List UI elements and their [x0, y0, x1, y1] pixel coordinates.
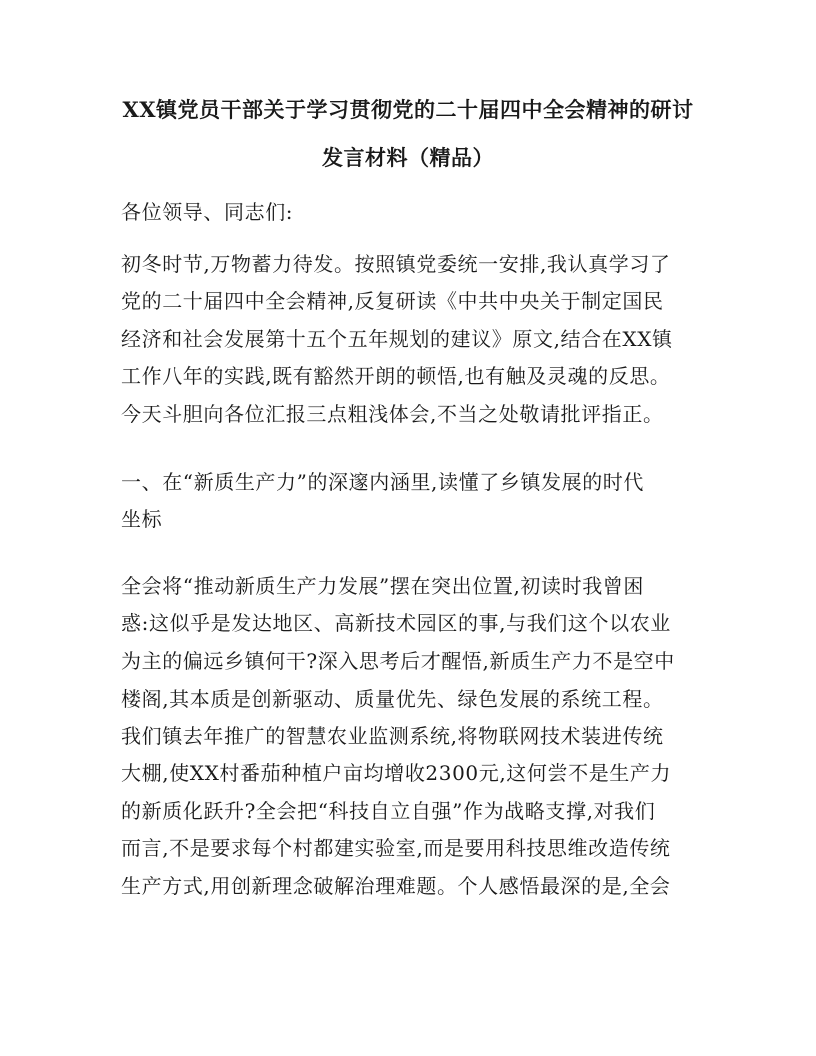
intro-line: 工作八年的实践,既有豁然开朗的顿悟,也有触及灵魂的反思。: [121, 364, 671, 388]
intro-line: 经济和社会发展第十五个五年规划的建议》原文,结合在XX镇: [121, 327, 673, 351]
body-line: 的新质化跃升?全会把“科技自立自强”作为战略支撑,对我们: [121, 799, 656, 823]
body-line: 楼阁,其本质是创新驱动、质量优先、绿色发展的系统工程。: [121, 687, 664, 711]
body-line: 生产方式,用创新理念破解治理难题。个人感悟最深的是,全会: [121, 874, 671, 898]
document-title-line-1: XX镇党员干部关于学习贯彻党的二十届四中全会精神的研讨: [122, 97, 694, 122]
intro-line: 初冬时节,万物蓄力待发。按照镇党委统一安排,我认真学习了: [121, 252, 671, 276]
intro-line: 党的二十届四中全会精神,反复研读《中共中央关于制定国民: [121, 289, 664, 313]
section-heading-line: 坐标: [121, 507, 163, 531]
section-heading-line: 一、在“新质生产力”的深邃内涵里,读懂了乡镇发展的时代: [121, 470, 645, 494]
body-line: 而言,不是要求每个村都建实验室,而是要用科技思维改造传统: [121, 836, 671, 860]
body-line: 我们镇去年推广的智慧农业监测系统,将物联网技术装进传统: [121, 724, 664, 748]
body-line: 大棚,使XX村番茄种植户亩均增收2300元,这何尝不是生产力: [121, 761, 672, 785]
body-line: 为主的偏远乡镇何干?深入思考后才醒悟,新质生产力不是空中: [121, 649, 675, 673]
body-line: 惑:这似乎是发达地区、高新技术园区的事,与我们这个以农业: [121, 611, 671, 635]
salutation: 各位领导、同志们:: [121, 200, 294, 224]
body-line: 全会将“推动新质生产力发展”摆在突出位置,初读时我曾困: [121, 574, 645, 598]
intro-line: 今天斗胆向各位汇报三点粗浅体会,不当之处敬请批评指正。: [121, 402, 664, 426]
document-title-line-2: 发言材料（精品）: [322, 145, 494, 170]
